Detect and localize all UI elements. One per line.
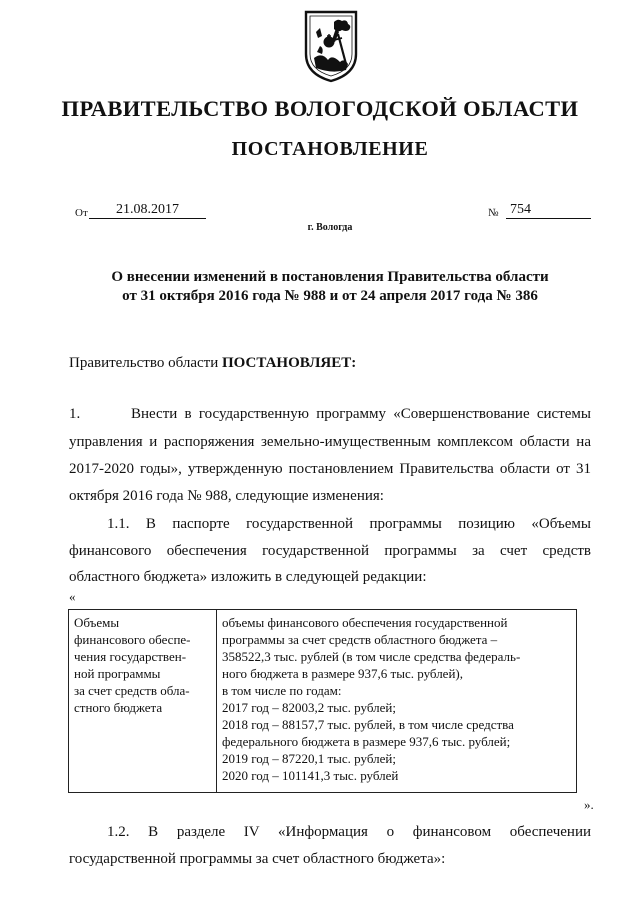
cell-line: объемы финансового обеспечения государственной <box>222 615 508 630</box>
date-label: От <box>75 207 88 219</box>
quote-open: « <box>69 589 76 604</box>
number-label: № <box>488 207 499 219</box>
preamble-text: Правительство области <box>69 355 222 371</box>
coat-of-arms-icon <box>302 8 360 84</box>
table-cell-value <box>217 610 577 793</box>
item-1-2-line: государственной программы за счет областного бюджета»: <box>69 851 446 867</box>
cell-line: за счет средств обла- <box>74 683 190 698</box>
cell-line: 2020 год – 101141,3 тыс. рублей <box>222 768 399 783</box>
cell-line: финансового обеспе- <box>74 632 191 647</box>
item-1-line: октября 2016 года № 988, следующие изменения: <box>69 488 384 504</box>
cell-line: чения государствен- <box>74 649 187 664</box>
table-row <box>69 610 577 793</box>
financing-table <box>68 609 577 793</box>
cell-line: 2017 год – 82003,2 тыс. рублей; <box>222 700 396 715</box>
document-type: ПОСТАНОВЛЕНИЕ <box>231 138 429 160</box>
cell-line: в том числе по годам: <box>222 683 342 698</box>
subject-line: от 31 октября 2016 года № 988 и от 24 апреля 2017 года № 386 <box>122 288 538 304</box>
item-1-line: 1. Внести в государственную программу «Совершенствование системы <box>69 406 591 422</box>
government-title: ПРАВИТЕЛЬСТВО ВОЛОГОДСКОЙ ОБЛАСТИ <box>61 96 579 121</box>
cell-line: Объемы <box>74 615 120 630</box>
cell-line: ного бюджета в размере 937,6 тыс. рублей), <box>222 666 463 681</box>
item-1-line: управления и распоряжения земельно-имущественным комплексом области на <box>69 434 591 450</box>
item-1-1-line: финансового обеспечения государственной программы за счет средств <box>69 543 591 559</box>
cell-line: стного бюджета <box>74 700 163 715</box>
item-1-line: 2017-2020 годы», утвержденную постановлением Правительства области от 31 <box>69 461 591 477</box>
item-1-1-line: 1.1. В паспорте государственной программы позицию «Объемы <box>107 516 591 532</box>
document-date: 21.08.2017 <box>89 203 206 219</box>
document-number: 754 <box>506 203 591 219</box>
document-subject <box>60 268 600 306</box>
table-cell-label <box>69 610 217 793</box>
item-1-2-line: 1.2. В разделе IV «Информация о финансовом обеспечении <box>107 824 591 840</box>
cell-line: 358522,3 тыс. рублей (в том числе средства федераль- <box>222 649 521 664</box>
cell-line: программы за счет средств областного бюджета – <box>222 632 498 647</box>
cell-line: ной программы <box>74 666 161 681</box>
item-1-1-line: областного бюджета» изложить в следующей редакции: <box>69 569 427 585</box>
preamble-decree: ПОСТАНОВЛЯЕТ: <box>221 355 357 371</box>
city-label: г. Вологда <box>307 222 353 233</box>
quote-close: ». <box>584 797 594 812</box>
cell-line: 2018 год – 88157,7 тыс. рублей, в том числе средства <box>222 717 514 732</box>
preamble <box>69 352 356 375</box>
cell-line: федерального бюджета в размере 937,6 тыс. рублей; <box>222 734 511 749</box>
subject-line: О внесении изменений в постановления Правительства области <box>111 269 549 285</box>
cell-line: 2019 год – 87220,1 тыс. рублей; <box>222 751 396 766</box>
